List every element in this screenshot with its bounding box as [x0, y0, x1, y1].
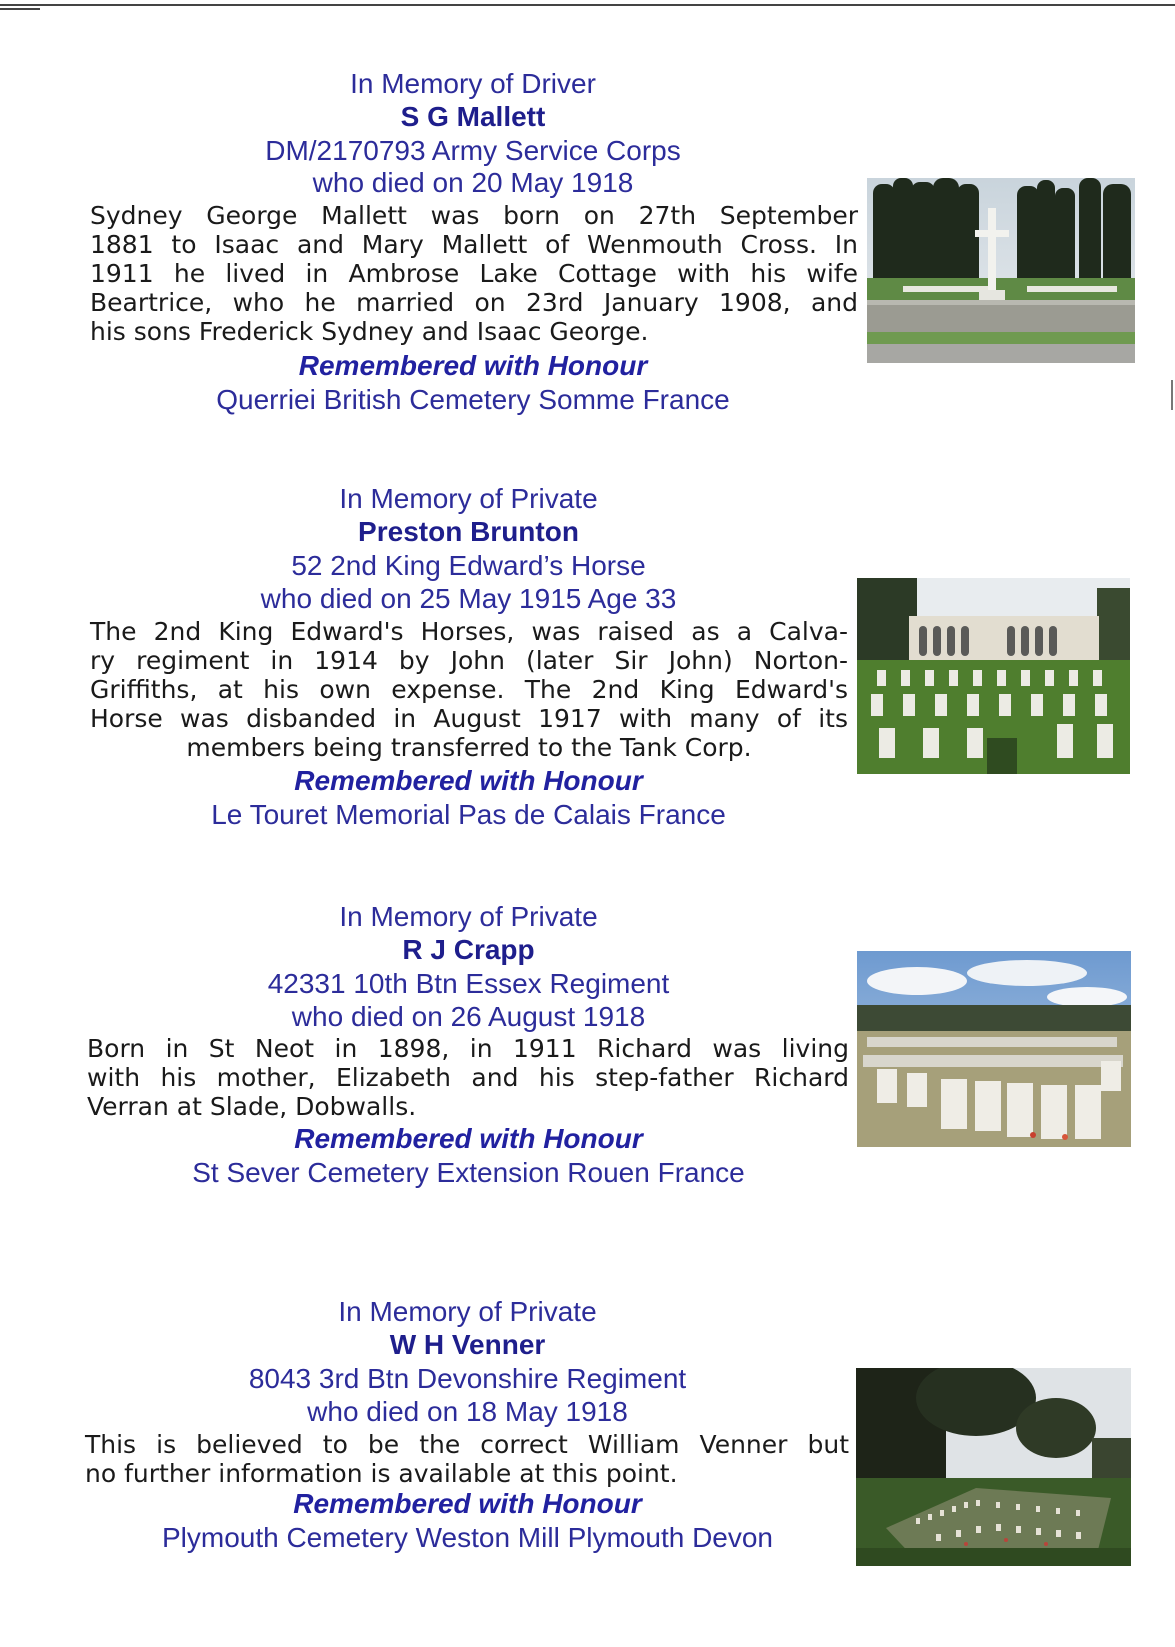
- bio-line: Born in St Neot in 1898, in 1911 Richard was living: [87, 1034, 849, 1063]
- entry-cemetery: Querriei British Cemetery Somme France: [216, 384, 730, 415]
- entry-honour: Remembered with Honour: [294, 765, 643, 796]
- entry-intro: In Memory of Driver: [350, 68, 596, 99]
- top-rule: [0, 4, 1175, 6]
- bio-line: The 2nd King Edward's Horses, was raised as a Calva-: [90, 617, 848, 646]
- top-rule-short: [0, 8, 40, 10]
- bio-line: Beartrice, who he married on 23rd January 1908, and: [90, 288, 858, 317]
- cemetery-cross-photo: [867, 178, 1135, 363]
- entry-name: R J Crapp: [402, 934, 535, 965]
- memorial-headstones-photo: [857, 578, 1130, 774]
- bio-line: Griffiths, at his own expense. The 2nd King Edward's: [90, 675, 848, 704]
- entry-death: who died on 18 May 1918: [307, 1396, 628, 1427]
- bio-line: no further information is available at this point.: [85, 1459, 678, 1488]
- entry-unit: DM/2170793 Army Service Corps: [265, 135, 681, 166]
- bio-line: Verran at Slade, Dobwalls.: [87, 1092, 417, 1121]
- bio-line: Horse was disbanded in August 1917 with many of its: [90, 704, 848, 733]
- entry-intro: In Memory of Private: [339, 483, 598, 514]
- bio-line: This is believed to be the correct William Venner but: [85, 1430, 849, 1459]
- entry-biography: [90, 617, 848, 762]
- entry-biography: [85, 1430, 849, 1488]
- entry-name: W H Venner: [389, 1329, 546, 1360]
- entry-cemetery: Plymouth Cemetery Weston Mill Plymouth Devon: [161, 1522, 774, 1553]
- entry-intro: In Memory of Private: [339, 901, 598, 932]
- bio-line: 1881 to Isaac and Mary Mallett of Wenmouth Cross. In: [90, 230, 858, 259]
- scan-edge-mark: [1171, 380, 1173, 410]
- bio-line: ry regiment in 1914 by John (later Sir John) Norton-: [90, 646, 848, 675]
- entry-name: S G Mallett: [400, 101, 546, 132]
- entry-death: who died on 25 May 1915 Age 33: [260, 583, 677, 614]
- entry-death: who died on 26 August 1918: [291, 1001, 646, 1032]
- entry-unit: 42331 10th Btn Essex Regiment: [267, 968, 670, 999]
- entry-cemetery: St Sever Cemetery Extension Rouen France: [192, 1157, 745, 1188]
- entry-cemetery: Le Touret Memorial Pas de Calais France: [211, 799, 726, 830]
- entry-unit: 52 2nd King Edward’s Horse: [291, 550, 646, 581]
- entry-biography: [90, 201, 858, 346]
- bio-line: members being transferred to the Tank Corp.: [186, 733, 752, 762]
- entry-death: who died on 20 May 1918: [312, 167, 634, 198]
- entry-name: Preston Brunton: [358, 516, 579, 547]
- entry-unit: 8043 3rd Btn Devonshire Regiment: [248, 1363, 687, 1394]
- bio-line: Sydney George Mallett was born on 27th September: [90, 201, 858, 230]
- entry-biography: [87, 1034, 849, 1121]
- cemetery-trees-photo: [856, 1368, 1131, 1566]
- entry-honour: Remembered with Honour: [298, 350, 648, 381]
- bio-line: 1911 he lived in Ambrose Lake Cottage with his wife: [90, 259, 858, 288]
- entry-intro: In Memory of Private: [338, 1296, 597, 1327]
- entry-honour: Remembered with Honour: [293, 1488, 642, 1519]
- entry-honour: Remembered with Honour: [294, 1123, 643, 1154]
- bio-line: his sons Frederick Sydney and Isaac George.: [90, 317, 649, 346]
- bio-line: with his mother, Elizabeth and his step-father Richard: [87, 1063, 849, 1092]
- cemetery-headstones-sky-photo: [857, 951, 1131, 1147]
